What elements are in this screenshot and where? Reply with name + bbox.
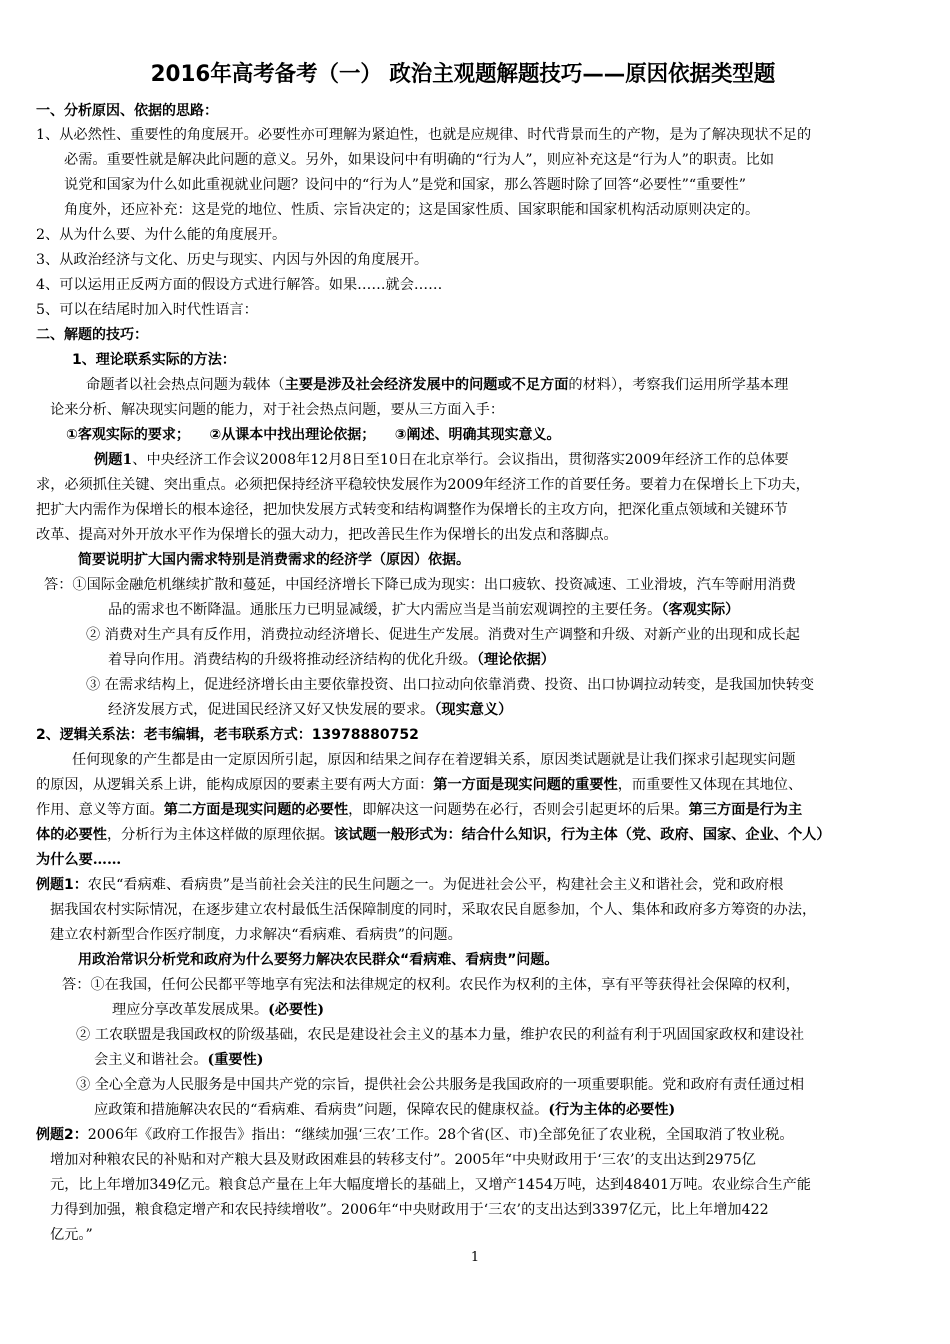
emphasis-text: 第一方面是现实问题的重要性 <box>433 777 618 793</box>
text-run: 命题者以社会热点问题为载体（ <box>86 377 285 393</box>
answer-line <box>112 999 324 1021</box>
answer-line <box>108 599 739 621</box>
paragraph-line <box>36 774 802 796</box>
text-run: 作用、意义等方面。 <box>36 802 164 818</box>
answer-line: ② 消费对生产具有反作用，消费拉动经济增长、促进生产发展。消费对生产调整和升级、对新产业的出现和成长起 <box>86 627 800 643</box>
text-run: ，即解决这一问题势在必行，否则会引起更坏的后果。 <box>348 802 689 818</box>
answer-line: ③ 全心全意为人民服务是中国共产党的宗旨，提供社会公共服务是我国政府的一项重要职能。党和政府有责任通过相 <box>76 1077 805 1093</box>
emphasis-text: 体的必要性 <box>36 827 107 843</box>
answer-line <box>94 1049 264 1071</box>
list-item: 5、可以在结尾时加入时代性语言： <box>36 302 258 318</box>
page-number: 1 <box>470 1250 480 1265</box>
method-heading-1: 1、理论联系实际的方法： <box>72 352 236 368</box>
paragraph-line: 论来分析、解决现实问题的能力，对于社会热点问题，要从三方面入手： <box>50 402 505 418</box>
emphasis-text: 第二方面是现实问题的必要性 <box>163 802 349 818</box>
section-heading-1: 一、分析原因、依据的思路： <box>36 103 218 119</box>
text-run: 会主义和谐社会。 <box>94 1052 208 1068</box>
text-run: 2006年《政府工作报告》指出：“继续加强‘三农’工作。28个省(区、市)全部免征了农业税，全国取消了牧业税。 <box>87 1127 794 1143</box>
text-run: 的材料），考察我们运用所学基本理 <box>568 377 789 393</box>
example-line: 把扩大内需作为保增长的根本途径，把加快发展方式转变和结构调整作为保增长的主攻方向，把深化重点领域和关键环节 <box>36 502 788 518</box>
emphasis-text: 主要是涉及社会经济发展中的问题或不足方面 <box>284 377 569 393</box>
example-label: 例题1： <box>36 877 88 893</box>
example-line: 增加对种粮农民的补贴和对产粮大县及财政困难县的转移支付”。2005年“中央财政用于‘三农’的支出达到2975亿 <box>50 1152 756 1168</box>
paragraph-line <box>36 824 831 846</box>
answer-tag: (必要性) <box>268 1002 325 1018</box>
example-line: 据我国农村实际情况，在逐步建立农村最低生活保障制度的同时，采取农民自愿参加，个人、集体和政府多方筹资的办法， <box>50 902 817 918</box>
paragraph-line: 为什么要…… <box>36 852 122 868</box>
list-item: 2、从为什么要、为什么能的角度展开。 <box>36 227 287 243</box>
answer-line: ② 工农联盟是我国政权的阶级基础，农民是建设社会主义的基本力量，维护农民的利益有利于巩固国家政权和建设社 <box>76 1027 805 1043</box>
text-run: 、中央经济工作会议2008年12月8日至10日在北京举行。会议指出，贯彻落实2009年经济工作的总体要 <box>132 452 789 468</box>
list-item: 3、从政治经济与文化、历史与现实、内因与外因的角度展开。 <box>36 252 429 268</box>
section-heading-2: 二、解题的技巧： <box>36 327 148 343</box>
emphasis-text: 该试题一般形式为：结合什么知识，行为主体（党、政府、国家、企业、个人） <box>333 827 831 843</box>
answer-line <box>94 1099 675 1121</box>
example-line: 建立农村新型合作医疗制度，力求解决“看病难、看病贵”的问题。 <box>50 927 462 943</box>
answer-line: ③ 在需求结构上，促进经济增长由主要依靠投资、出口拉动向依靠消费、投资、出口协调拉动转变，是我国加快转变 <box>86 677 815 693</box>
example-line: 元，比上年增加349亿元。粮食总产量在上年大幅度增长的基础上，又增产1454万吨，达到48401万吨。农业综合生产能 <box>50 1177 811 1193</box>
question-line: 用政治常识分析党和政府为什么要努力解决农民群众“看病难、看病贵”问题。 <box>78 952 559 968</box>
paragraph-line: 必需。重要性就是解决此问题的意义。另外，如果设问中有明确的“行为人”，则应补充这是“行为人”的职责。比如 <box>64 152 775 168</box>
text-run: 理应分享改革发展成果。 <box>112 1002 269 1018</box>
list-item: 4、可以运用正反两方面的假设方式进行解答。如果……就会…… <box>36 277 443 293</box>
answer-tag: （理论依据） <box>476 652 555 668</box>
text-run: 农民“看病难、看病贵”是当前社会关注的民生问题之一。为促进社会公平，构建社会主义和谐社会，党和政府根 <box>87 877 784 893</box>
emphasis-text: 第三方面是行为主 <box>688 802 803 818</box>
answer-tag: (行为主体的必要性) <box>548 1102 676 1118</box>
answer-line <box>108 649 555 671</box>
example-line: 求，必须抓住关键、突出重点。必须把保持经济平稳较快发展作为2009年经济工作的首要任务。要着力在保增长上下功夫， <box>36 477 810 493</box>
answer-tag: (重要性) <box>207 1052 264 1068</box>
steps-line: ①客观实际的要求； ②从课本中找出理论依据； ③阐述、明确其现实意义。 <box>66 427 561 443</box>
text-run: 着导向作用。消费结构的升级将推动经济结构的优化升级。 <box>108 652 477 668</box>
page-title: 2016年高考备考（一） 政治主观题解题技巧——原因依据类型题 <box>150 62 776 87</box>
paragraph-line: 1、从必然性、重要性的角度展开。必要性亦可理解为紧迫性，也就是应规律、时代背景而生的产物，是为了解决现状不足的 <box>36 127 812 143</box>
example-line: 改革、提高对外开放水平作为保增长的强大动力，把改善民生作为保增长的出发点和落脚点。 <box>36 527 618 543</box>
answer-line: 答：①在我国，任何公民都平等地享有宪法和法律规定的权利。农民作为权利的主体，享有平等获得社会保障的权利， <box>62 977 800 993</box>
paragraph-line: 说党和国家为什么如此重视就业问题？设问中的“行为人”是党和国家，那么答题时除了回答“必要性”“重要性” <box>64 177 746 193</box>
example-line: 力得到加强，粮食稳定增产和农民持续增收”。2006年“中央财政用于‘三农’的支出达到3397亿元，比上年增加422 <box>50 1202 769 1218</box>
paragraph-line: 角度外，还应补充：这是党的地位、性质、宗旨决定的；这是国家性质、国家职能和国家机构活动原则决定的。 <box>64 202 760 218</box>
text-run: ，分析行为主体这样做的原理依据。 <box>106 827 334 843</box>
method-heading-2: 2、逻辑关系法：老韦编辑，老韦联系方式：13978880752 <box>36 727 419 743</box>
answer-tag: （客观实际） <box>661 602 740 618</box>
answer-line: 答：①国际金融危机继续扩散和蔓延，中国经济增长下降已成为现实：出口疲软、投资减速、工业滑坡，汽车等耐用消费 <box>44 577 796 593</box>
example-line: 亿元。” <box>50 1227 93 1243</box>
paragraph-line <box>36 799 802 821</box>
text-run: 应政策和措施解决农民的“看病难、看病贵”问题，保障农民的健康权益。 <box>94 1102 549 1118</box>
example-line <box>36 1124 794 1146</box>
text-run: 品的需求也不断降温。通胀压力已明显减缓，扩大内需应当是当前宏观调控的主要任务。 <box>108 602 662 618</box>
example-label: 例题1 <box>94 452 133 468</box>
text-run: 经济发展方式，促进国民经济又好又快发展的要求。 <box>108 702 435 718</box>
answer-tag: （现实意义） <box>434 702 513 718</box>
text-run: ，而重要性又体现在其地位、 <box>617 777 803 793</box>
example-line <box>94 449 789 471</box>
answer-line <box>108 699 512 721</box>
example-label: 例题2： <box>36 1127 88 1143</box>
text-run: 的原因，从逻辑关系上讲，能构成原因的要素主要有两大方面： <box>36 777 434 793</box>
paragraph-line: 任何现象的产生都是由一定原因所引起，原因和结果之间存在着逻辑关系，原因类试题就是让我们探求引起现实问题 <box>72 752 796 768</box>
question-line: 简要说明扩大国内需求特别是消费需求的经济学（原因）依据。 <box>78 552 470 568</box>
example-line <box>36 874 783 896</box>
paragraph-line <box>86 374 788 396</box>
